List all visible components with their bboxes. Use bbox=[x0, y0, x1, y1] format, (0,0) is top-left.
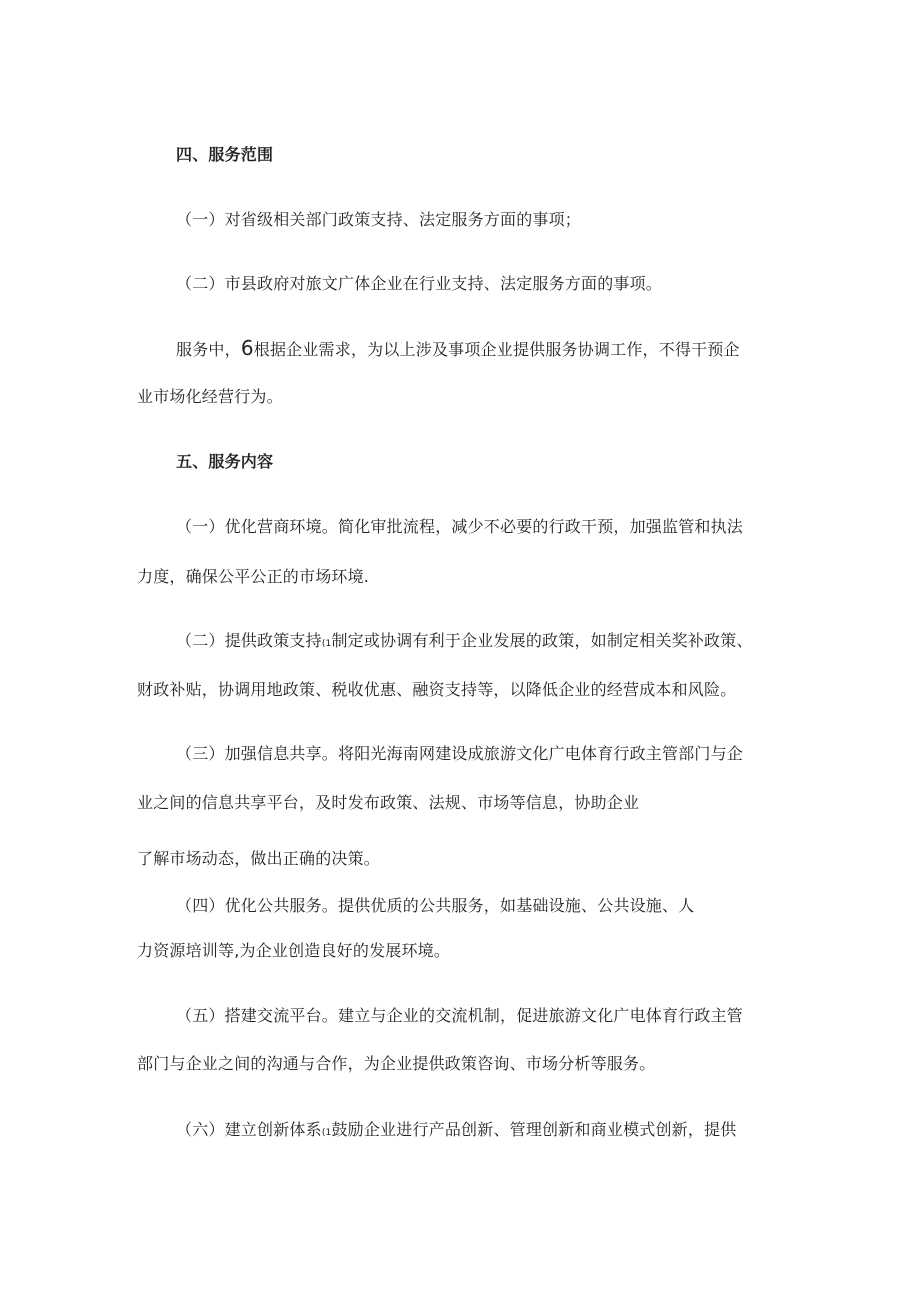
section-4-heading: 四、服务范围 bbox=[176, 145, 274, 164]
p2-suffix: 制定或协调有利于企业发展的政策，如制定相关奖补政策、 bbox=[331, 631, 753, 650]
note-number: 6 bbox=[240, 336, 254, 360]
section-5-p4-line-2: 力资源培训等,为企业创造良好的发展环境。 bbox=[137, 941, 451, 960]
p2-prefix: （二）提供政策支持 bbox=[176, 631, 322, 650]
section-5-p6-line-1 bbox=[176, 1120, 736, 1143]
p6-prefix: （六）建立创新体系 bbox=[176, 1120, 322, 1139]
section-5-p3-line-2: 业之间的信息共享平台，及时发布政策、法规、市场等信息，协助企业 bbox=[137, 793, 640, 812]
section-5-p1-line-2: 力度，确保公平公正的市场环境. bbox=[137, 567, 370, 586]
section-4-note-line-2: 业市场化经营行为。 bbox=[137, 387, 283, 406]
section-4-item-2: （二）市县政府对旅文广体企业在行业支持、法定服务方面的事项。 bbox=[176, 274, 663, 293]
section-5-p3-line-3: 了解市场动态，做出正确的决策。 bbox=[137, 849, 381, 868]
section-5-heading: 五、服务内容 bbox=[176, 452, 274, 471]
section-5-p5-line-1: （五）搭建交流平台。建立与企业的交流机制，促进旅游文化广电体育行政主管 bbox=[176, 1006, 744, 1025]
section-5-p5-line-2: 部门与企业之间的沟通与合作，为企业提供政策咨询、市场分析等服务。 bbox=[137, 1054, 656, 1073]
section-5-p4-line-1: （四）优化公共服务。提供优质的公共服务，如基础设施、公共设施、人 bbox=[176, 896, 695, 915]
section-5-p2-line-2: 财政补贴，协调用地政策、税收优惠、融资支持等，以降低企业的经营成本和风险。 bbox=[137, 680, 737, 699]
p6-mark: (1 bbox=[321, 1128, 332, 1138]
section-4-item-1: （一）对省级相关部门政策支持、法定服务方面的事项； bbox=[176, 210, 582, 229]
p2-mark: (1 bbox=[321, 639, 332, 649]
section-5-p1-line-1: （一）优化营商环境。简化审批流程，减少不必要的行政干预，加强监管和执法 bbox=[176, 517, 744, 536]
note-prefix: 服务中， bbox=[176, 340, 241, 359]
note-suffix: 根据企业需求，为以上涉及事项企业提供服务协调工作，不得干预企 bbox=[253, 340, 740, 359]
p6-suffix: 鼓励企业进行产品创新、管理创新和商业模式创新，提供 bbox=[331, 1120, 737, 1139]
section-5-p3-line-1: （三）加强信息共享。将阳光海南网建设成旅游文化广电体育行政主管部门与企 bbox=[176, 744, 744, 763]
section-4-note-line-1 bbox=[176, 338, 740, 360]
section-5-p2-line-1 bbox=[176, 631, 753, 654]
